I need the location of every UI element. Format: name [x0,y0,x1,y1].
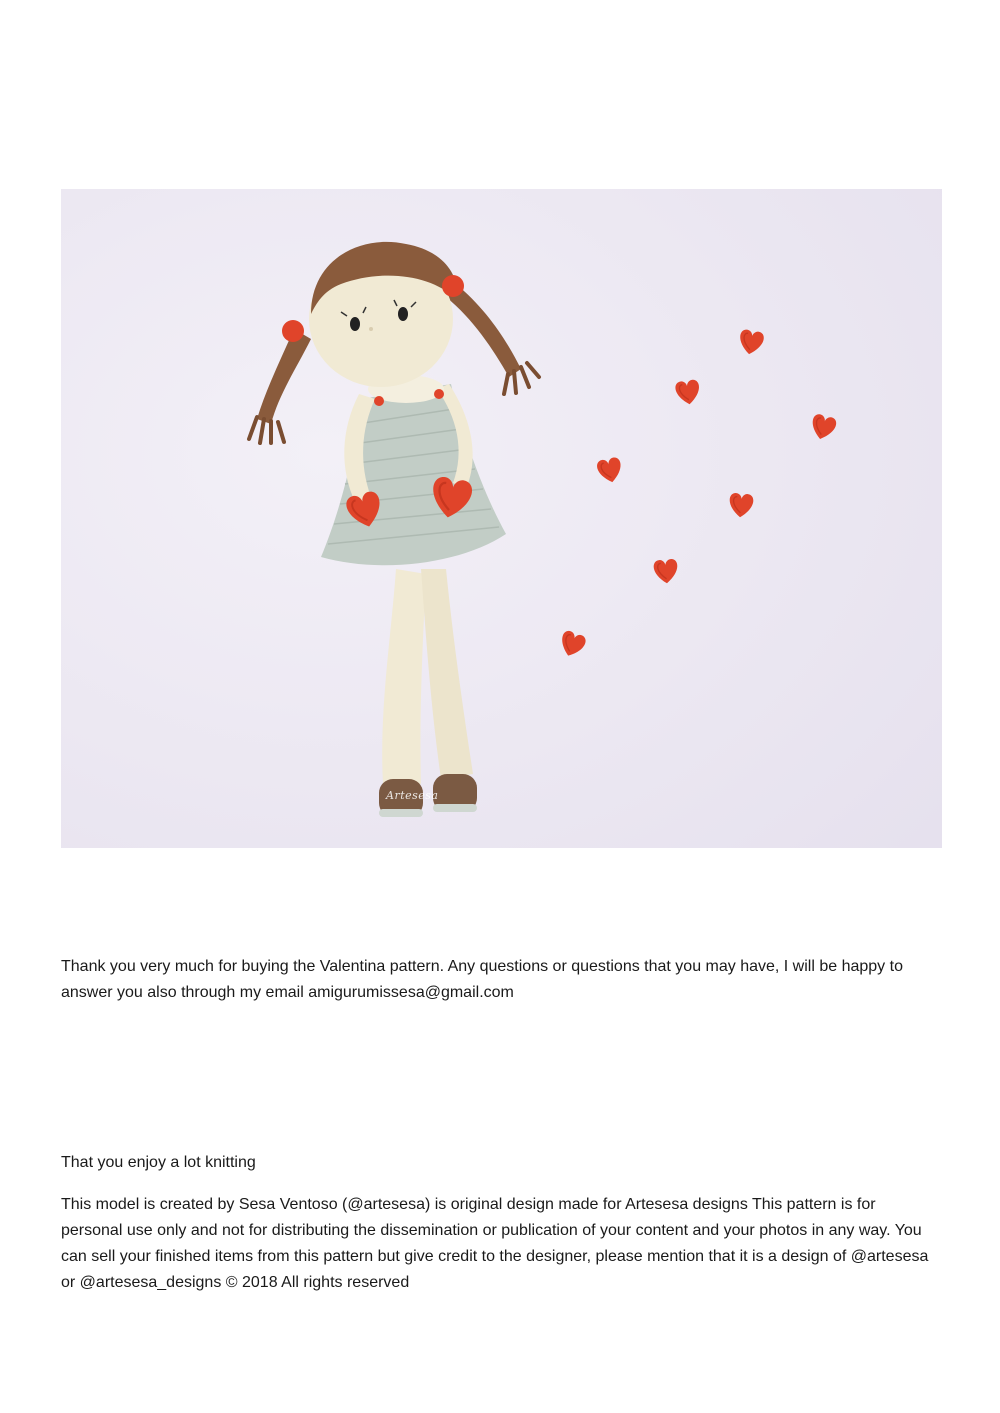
doll-illustration [61,189,942,848]
copyright-paragraph: This model is created by Sesa Ventoso (@artesesa) is original design made for Artesesa designs This pattern is for personal use only and not for distributing the dissemination or publication of your content and your photos in any way. You can sell your finished items from this pattern but give credit to the designer, please mention that it is a design of @artesesa or @artesesa_designs © 2018 All rights reserved [61,1196,929,1291]
intro-paragraph: Thank you very much for buying the Valentina pattern. Any questions or questions that you may have, I will be happy to answer you also through my email amigurumissesa@gmail.com [61,958,903,1001]
doll-photo [61,189,942,848]
enjoy-line: That you enjoy a lot knitting [61,1154,256,1171]
photo-watermark: Artesesa [386,789,439,802]
